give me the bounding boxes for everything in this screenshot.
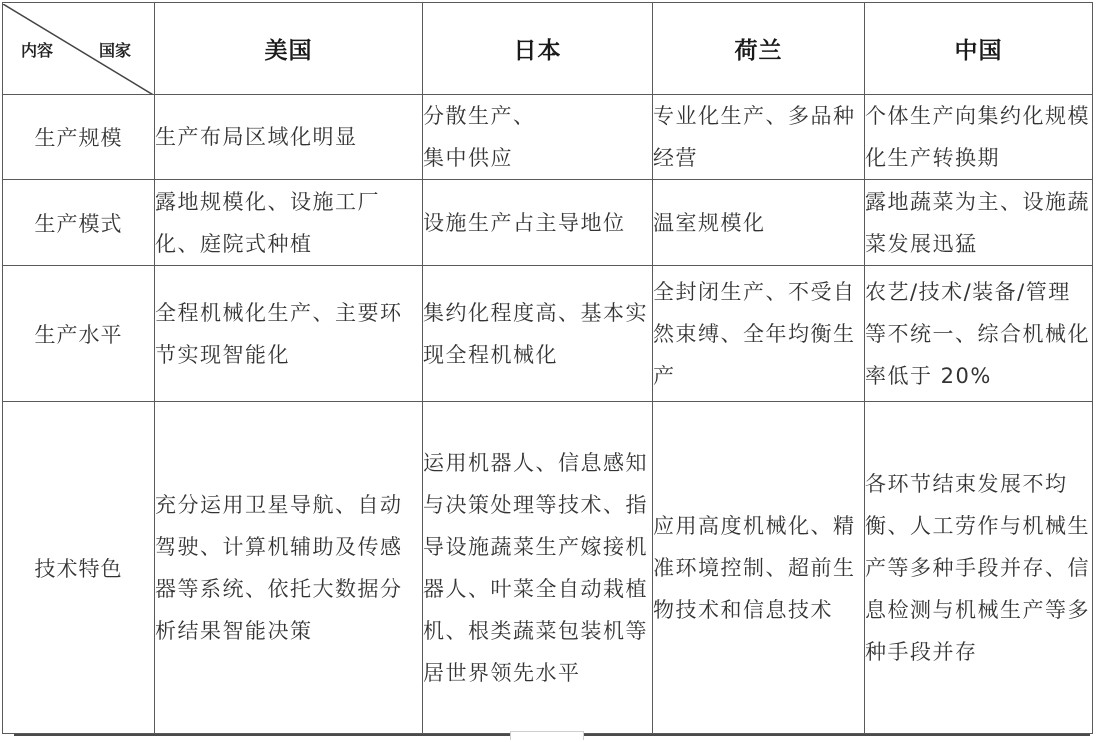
corner-col-label: 国家 [99, 40, 132, 60]
table-row-production-mode [3, 180, 1093, 266]
row-header: 生产水平 [3, 266, 155, 402]
comparison-table [2, 2, 1093, 734]
table-cell: 专业化生产、多品种经营 [653, 95, 865, 180]
table-cell: 露地规模化、设施工厂化、庭院式种植 [155, 180, 423, 266]
table-cell: 集约化程度高、基本实现全程机械化 [423, 266, 653, 402]
table-row-production-scale [3, 95, 1093, 180]
row-header: 生产规模 [3, 95, 155, 180]
table-cell: 农艺/技术/装备/管理等不统一、综合机械化率低于 20% [865, 266, 1093, 402]
table-cell: 温室规模化 [653, 180, 865, 266]
table-cell: 设施生产占主导地位 [423, 180, 653, 266]
table-cell: 全程机械化生产、主要环节实现智能化 [155, 266, 423, 402]
table-cell: 生产布局区域化明显 [155, 95, 423, 180]
table-cell: 个体生产向集约化规模化生产转换期 [865, 95, 1093, 180]
table-cell: 运用机器人、信息感知与决策处理等技术、指导设施蔬菜生产嫁接机器人、叶菜全自动栽植机、根类蔬菜包装机等居世界领先水平 [423, 402, 653, 734]
column-header-china: 中国 [865, 3, 1093, 95]
row-header: 技术特色 [3, 402, 155, 734]
comparison-table-container [2, 2, 1092, 734]
table-cell: 分散生产、 集中供应 [423, 95, 653, 180]
table-cell: 应用高度机械化、精准环境控制、超前生物技术和信息技术 [653, 402, 865, 734]
corner-header-cell [3, 3, 155, 95]
table-cell: 充分运用卫星导航、自动驾驶、计算机辅助及传感器等系统、依托大数据分析结果智能决策 [155, 402, 423, 734]
column-header-japan: 日本 [423, 3, 653, 95]
header-row [3, 3, 1093, 95]
table-cell: 露地蔬菜为主、设施蔬菜发展迅猛 [865, 180, 1093, 266]
corner-row-label: 内容 [21, 40, 54, 60]
row-header: 生产模式 [3, 180, 155, 266]
table-row-production-level [3, 266, 1093, 402]
column-header-netherlands: 荷兰 [653, 3, 865, 95]
bottom-scroll-tab [510, 731, 584, 740]
column-header-usa: 美国 [155, 3, 423, 95]
table-cell: 全封闭生产、不受自然束缚、全年均衡生产 [653, 266, 865, 402]
table-row-technical-features [3, 402, 1093, 734]
table-cell: 各环节结束发展不均衡、人工劳作与机械生产等多种手段并存、信息检测与机械生产等多种手段并存 [865, 402, 1093, 734]
